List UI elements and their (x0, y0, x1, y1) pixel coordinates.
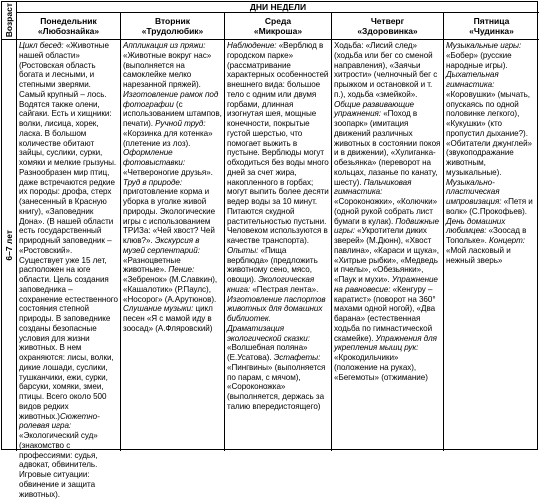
activity-label: Наблюдение: (227, 41, 277, 50)
activity-label: Ручной труд: (155, 119, 206, 128)
activity-description: «Бобер» (русские народные игры). (446, 50, 512, 70)
day-name: Понедельник (40, 16, 97, 26)
activity-description: «Верблюд в городском парке» (рассматривание характерных особенностей внешнего вида: большое тело с одним или двумя горбами, длинная изогнутая шея, мощные конечности, покрытые густой шерстью, что помогает выжить в пустыне. Верблюды могут обходиться без воды много дней за счет жира, накопленного в горбах; могут выпить более десяти ведер воды за 10 минут. Питаются скудной растительностью пустыни. Человеком используются в качестве транспорта). (227, 41, 329, 245)
weekly-plan-table (1, 1, 538, 499)
activity-label: Оформление фотовыставки: (123, 148, 186, 167)
activity-label: День домашних любимцев: (446, 216, 506, 236)
activity-text (123, 41, 222, 334)
activity-label: Изготовление паспортов животных для домашних библиотек. (227, 294, 326, 323)
day-nickname: «Здоровинка» (357, 26, 418, 36)
days-of-week-header: ДНИ НЕДЕЛИ (17, 2, 539, 13)
activity-description: «Зоосад в Топольке». (446, 226, 527, 245)
activity-description: «Животные вокруг нас» (выполняется на самоклейке мелко нарезанной пряжей). (123, 50, 212, 89)
activity-text (446, 41, 537, 265)
activity-description: «Пестрая лента». (250, 284, 319, 294)
activity-description: приготовление корма и уборка в уголке живой природы. Экологические игры с использованием ТРИЗа: «Чей хвост? Чей клюв?». (123, 187, 216, 245)
activity-description: Ходьба: «Лисий след» (ходьба или бег со сменой направления), «Заячьи хитрости» (челночный бег с прыжком и остановкой и т. п.), ходьба «змейкой». (334, 41, 438, 99)
day-nickname: «Любознайка» (37, 26, 100, 36)
day-nickname: «Микроша» (253, 26, 303, 36)
activity-description: цикл песен «Я с мамой иду в зоосад» (А.Фляровский) (123, 304, 213, 333)
activity-description: «Разноцветные животные». (123, 255, 181, 275)
activity-text (19, 41, 118, 499)
activity-label: Музыкальные игры: (446, 41, 522, 50)
activity-description: «Крокодильчики» (положение на руках), «Бегемоты» (отжимание) (334, 353, 428, 382)
activity-label: Сюжетно-ролевая игра: (19, 411, 100, 431)
activity-description: (с использованием штампов, печати). (123, 99, 222, 128)
activity-label: Экологическая книга: (227, 275, 315, 294)
friday-content (444, 40, 539, 451)
day-name: Вторник (154, 16, 191, 26)
day-header-friday (444, 13, 539, 40)
activity-label: Концерт: (489, 236, 525, 245)
activity-description: «Пища верблюда» (предложить животному сено, мясо, овощи). (227, 245, 318, 284)
day-name: Среда (264, 16, 292, 26)
activity-label: Опыты: (227, 245, 259, 255)
activity-description: «Пингвины» (выполняется по парам, с мячом), «Сороконожка» (выполняется, держась за талию впередистоящего) (227, 362, 326, 411)
activity-description: «Животные нашей области» (Ростовская область богата и лесными, и степными зверями. Самый крупный – лось. Водятся также олени, сайгаки. Есть и хищники: волки, лисица, хорек, ласка. В большом количестве обитают зайцы, суслики, сурки, хомяки и мелкие грызуны. Разнообразен мир птиц, даже встречаются редкие их породы: дрофа, стерх (занесенный в Красную книгу), «Заповедник Дона». (В нашей области есть государственный природный заповедник – «Ростовский». Существует уже 15 лет, расположен на юге области. Цель создания заповедника – сохранение естественного состояния степной природы. В заповеднике созданы безопасные условия для жизни животных. В нем охраняются: лисы, волки, дикие лошади, суслики, тушканчики, ежи, сурки, барсуки, хомяки, змеи, птицы. Всего около 500 видов редких животных.) (19, 41, 118, 421)
activity-text (334, 41, 441, 382)
activity-description: «Экологический суд» (знакомство с профессиями: судья, адвокат, обвинитель. Игровые ситуации: обвинение и защита животных). (19, 431, 98, 499)
wednesday-content (225, 40, 332, 451)
activity-label: Цикл бесед: (19, 41, 64, 50)
day-header-tuesday (121, 13, 225, 40)
activity-description: «Поход в зоопарк» (имитация движений различных животных в состоянии покоя и в движении), «Хулиганка-обезьянка» (переворот на кольцах, лазанье по канату, шесту). (334, 109, 441, 187)
day-nickname: «Трудолюбик» (141, 26, 204, 36)
activity-label: Экскурсия в музей серпентарий: (123, 236, 200, 255)
activity-label: Общие развивающие упражнения: (334, 99, 414, 119)
activity-description: «Сороконожки», «Колючки» (одной рукой собрать лист бумаги в кулак). (334, 197, 438, 226)
activity-description: «Мой ласковый и нежный зверь» (446, 245, 511, 265)
day-nickname: «Чудинка» (469, 26, 514, 36)
activity-label: Слушание музыки: (123, 304, 194, 314)
activity-description: «Петя и волк» (С.Прокофьев). (446, 197, 533, 216)
activity-label: Подвижные игры: (334, 216, 439, 236)
monday-content (17, 40, 121, 499)
day-name: Пятница (473, 16, 510, 26)
activity-text (227, 41, 329, 412)
age-cell (2, 40, 17, 451)
activity-description: «Зебренок» (М.Славкин), «Кашалотик» (Р.Паулс), «Носорог» (А.Арутюнов). (123, 275, 218, 304)
age-column-label: Возраст (4, 3, 14, 38)
activity-label: Драматизация экологической сказки: (227, 323, 310, 343)
day-header-monday (17, 13, 121, 40)
activity-label: Пение: (168, 265, 195, 275)
activity-description: «Волшебная поляна» (Е.Усатова). (227, 343, 308, 362)
activity-label: Упражнения для укрепления мышц рук: (334, 333, 437, 353)
day-name: Четверг (370, 16, 405, 26)
age-value: 6–7 лет (4, 230, 14, 261)
activity-label: Упражнение на равновесие: (334, 275, 438, 294)
thursday-content (332, 40, 444, 451)
activity-description: «Обитатели джунглей» (звукоподражание животным, музыкальные). (446, 138, 532, 177)
activity-label: Труд в природе: (123, 177, 183, 187)
activity-label: Эстафеты: (273, 353, 321, 362)
day-header-thursday (332, 13, 444, 40)
age-column-header (2, 2, 17, 40)
activity-label: Изготовление рамок под фотографии (123, 89, 219, 109)
activity-label: Дыхательная гимнастика: (446, 70, 499, 89)
activity-description: «Укротители диких зверей» (М.Дюнн), «Хвост павлина», «Караси и щука», «Хитрые рыбки», «Медведь и пчелы», «Обезьянки», «Паук и мухи». (334, 226, 439, 284)
activity-description: «Корзинка для котенка» (плетение из лоз). (123, 128, 213, 148)
activity-description: «Коровушки» (мычать, опускаясь по одной половинке легкого), «Кукушки» (кто пропустил дыхание?). (446, 89, 530, 138)
activity-label: Пальчиковая гимнастика: (334, 177, 412, 197)
day-header-wednesday (225, 13, 332, 40)
activity-description: «Четвероногие друзья». (123, 167, 213, 177)
activity-label: Аппликация из пряжи: (123, 41, 206, 50)
activity-label: Музыкально-пластическая импровизация: (446, 177, 502, 206)
activity-description: «Кенгуру – каратист» (поворот на 360° махами одной ногой), «Два барана» (естественная ходьба по гимнастической скамейке). (334, 284, 436, 343)
tuesday-content (121, 40, 225, 451)
